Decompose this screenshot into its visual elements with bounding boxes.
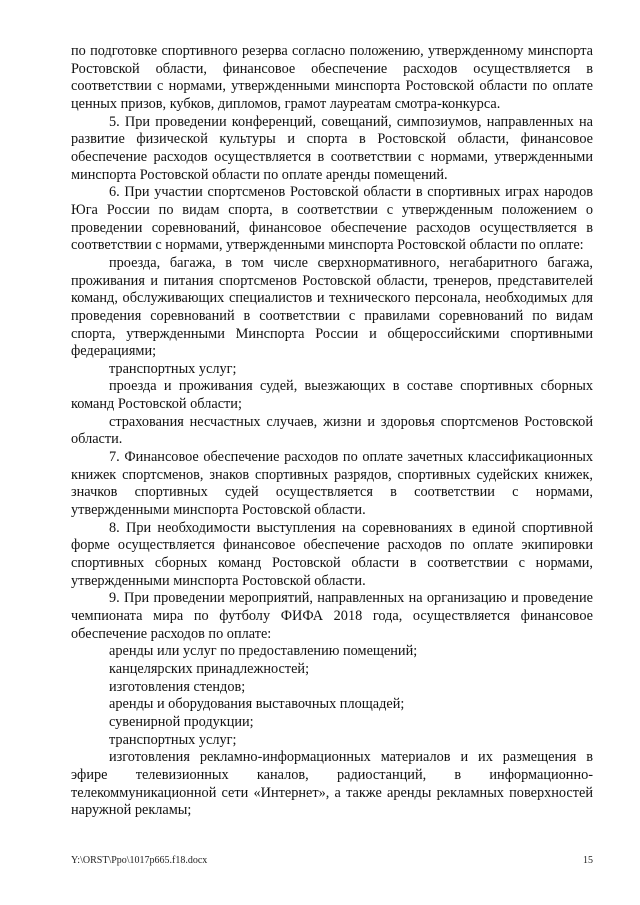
paragraph-sub-travel: проезда, багажа, в том числе сверхнормативного, негабаритного багажа, проживания и питания спортсменов Ростовской области, тренеров, представителей команд, обслуживающих специалистов и технического персонала, необходимых для проведения соревнований в соответствии с правилами соревнований по видам спорта, утвержденными Минспорта России и общероссийскими спортивными федерациями; bbox=[71, 254, 593, 360]
document-body bbox=[71, 43, 593, 820]
paragraph-continuation: по подготовке спортивного резерва согласно положению, утвержденному минспорта Ростовской области, финансовое обеспечение расходов осуществляется в соответствии с нормами, утвержденными минспорта Ростовской области по оплате ценных призов, кубков, дипломов, грамот лауреатам смотра-конкурса. bbox=[71, 43, 593, 112]
paragraph-sub-stationery: канцелярских принадлежностей; bbox=[109, 660, 310, 677]
paragraph-sub-souvenirs: сувенирной продукции; bbox=[109, 713, 254, 730]
paragraph-item-9: 9. При проведении мероприятий, направленных на организацию и проведение чемпионата мира по футболу ФИФА 2018 года, осуществляется финансовое обеспечение расходов по оплате: bbox=[71, 590, 593, 642]
footer-file-path: Y:\ORST\Ppo\1017p665.f18.docx bbox=[71, 855, 208, 866]
paragraph-item-7: 7. Финансовое обеспечение расходов по оплате зачетных классификационных книжек спортсменов, знаков спортивных разрядов, спортивных судейских книжек, значков спортивных судей осуществляется в соответствии с нормами, утвержденными минспорта Ростовской области. bbox=[71, 449, 593, 519]
paragraph-sub-exhibition: аренды и оборудования выставочных площадей; bbox=[109, 696, 405, 713]
paragraph-sub-transport: транспортных услуг; bbox=[109, 360, 237, 377]
paragraph-sub-stands: изготовления стендов; bbox=[109, 678, 246, 695]
paragraph-sub-rent: аренды или услуг по предоставлению помещений; bbox=[109, 643, 418, 660]
page-footer bbox=[71, 855, 593, 867]
paragraph-item-6: 6. При участии спортсменов Ростовской области в спортивных играх народов Юга России по видам спорта, в соответствии с утвержденным положением о проведении соревнований, финансовое обеспечение расходов осуществляется в соответствии с нормами, утвержденными минспорта Ростовской области по оплате: bbox=[71, 184, 593, 254]
paragraph-item-5: 5. При проведении конференций, совещаний, симпозиумов, направленных на развитие физической культуры и спорта в Ростовской области, финансовое обеспечение расходов осуществляется в соответствии с нормами, утвержденными минспорта Ростовской области по оплате аренды помещений. bbox=[71, 113, 593, 183]
paragraph-sub-judges: проезда и проживания судей, выезжающих в составе спортивных сборных команд Ростовской области; bbox=[71, 378, 593, 413]
footer-page-number: 15 bbox=[583, 855, 593, 866]
paragraph-item-8: 8. При необходимости выступления на соревнованиях в единой спортивной форме осуществляется финансовое обеспечение расходов по оплате экипировки спортивных сборных команд Ростовской области в соответствии с нормами, утвержденными минспорта Ростовской области. bbox=[71, 519, 593, 589]
paragraph-sub-transport-2: транспортных услуг; bbox=[109, 731, 237, 748]
paragraph-sub-insurance: страхования несчастных случаев, жизни и здоровья спортсменов Ростовской области. bbox=[71, 413, 593, 448]
paragraph-sub-advertising: изготовления рекламно-информационных материалов и их размещения в эфире телевизионных каналов, радиостанций, в информационно-телекоммуникационной сети «Интернет», а также аренды рекламных поверхностей наружной рекламы; bbox=[71, 749, 593, 819]
